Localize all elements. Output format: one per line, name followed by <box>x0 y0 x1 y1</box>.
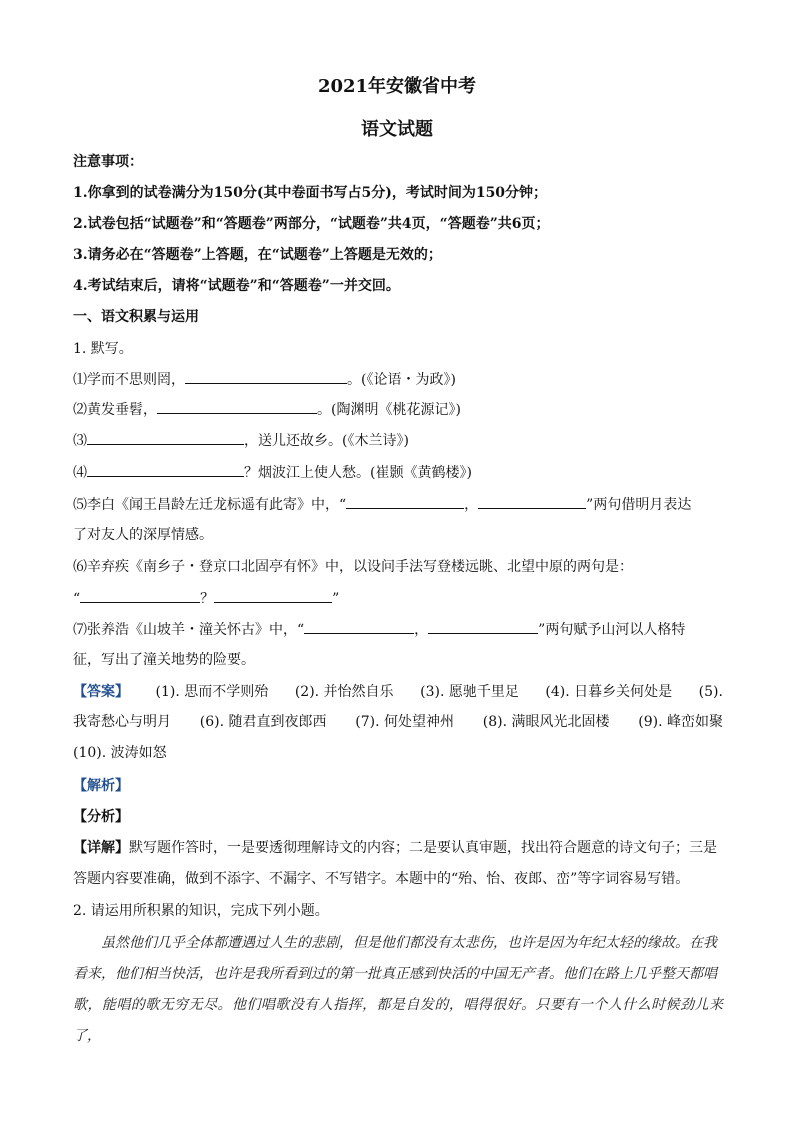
notes-heading: 注意事项： <box>73 154 143 170</box>
answer-item: (6). 随君直到夜郎西 <box>199 714 327 730</box>
fill-text: ⑶ <box>73 433 87 449</box>
fill-text: 。(陶渊明《桃花源记》) <box>317 402 461 418</box>
fill-text: ， <box>464 497 479 513</box>
detail-line <box>73 838 723 858</box>
passage-line: 看来，他们相当快活，也许是我所看到过的第一批真正感到快活的中国无产者。他们在路上几乎整天都唱 <box>73 966 717 982</box>
fill-text: “ <box>73 591 81 607</box>
blank <box>87 462 244 477</box>
answer-item: (7). 何处望神州 <box>355 714 454 730</box>
blank <box>214 588 332 603</box>
blank <box>478 494 586 509</box>
blank <box>346 494 464 509</box>
exam-subtitle: 语文试题 <box>361 119 433 140</box>
fill-item-7 <box>73 619 723 640</box>
fill-text: ， <box>414 622 429 638</box>
fill-text: ⑴学而不思则罔， <box>73 372 185 388</box>
answer-row-2 <box>73 712 723 732</box>
fill-text: ⑸李白《闻王昌龄左迁龙标遥有此寄》中，“ <box>73 497 347 513</box>
detail-text: 默写题作答时，一是要透彻理解诗文的内容；二是要认真审题，找出符合题意的诗文句子；三是 <box>129 840 717 856</box>
detail-line-cont: 答题内容要准确，做到不添字、不漏字、不写错字。本题中的“殆、怡、夜郎、峦”等字词容易写错。 <box>73 871 690 887</box>
fill-item-5-cont: 了对友人的深厚情感。 <box>73 527 213 543</box>
fill-text: ⑺张养浩《山坡羊・潼关怀古》中，“ <box>73 622 305 638</box>
fill-item-7-cont: 征，写出了潼关地势的险要。 <box>73 652 255 668</box>
note-item: 4.考试结束后，请将“试题卷”和“答题卷”一并交回。 <box>73 278 400 294</box>
fill-text: ？ <box>200 591 215 607</box>
note-item: 1.你拿到的试卷满分为150分(其中卷面书写占5分)，考试时间为150分钟； <box>73 185 548 201</box>
fill-item-1 <box>73 369 723 390</box>
fill-item-5 <box>73 494 723 515</box>
passage-line: 虽然他们几乎全体都遭遇过人生的悲剧，但是他们都没有太悲伤，也许是因为年纪太轻的缘故。在我 <box>101 935 717 951</box>
fill-text: ” <box>332 591 340 607</box>
reading-passage <box>73 928 723 1052</box>
section-heading: 一、语文积累与运用 <box>73 309 199 325</box>
fill-text: ”两句借明月表达 <box>586 497 692 513</box>
fill-item-6: ⑹辛弃疾《南乡子・登京口北固亭有怀》中，以设问手法写登楼远眺、北望中原的两句是： <box>73 559 633 575</box>
fenxi-label: 【分析】 <box>73 809 129 825</box>
fill-item-6-blanks <box>73 588 723 609</box>
exam-title: 2021年安徽省中考 <box>317 76 477 97</box>
answer-item: 我寄愁心与明月 <box>73 714 171 730</box>
question-stem: 2. 请运用所积累的知识，完成下列小题。 <box>73 903 329 919</box>
question-stem: 1. 默写。 <box>73 341 133 357</box>
blank <box>428 619 538 634</box>
answer-item: (9). 峰峦如聚 <box>638 714 723 730</box>
passage-line: 歌，能唱的歌无穷无尽。他们唱歌没有人指挥，都是自发的，唱得很好。只要有一个人什么时候劲儿来了， <box>73 997 723 1044</box>
note-item: 3.请务必在“答题卷”上答题，在“试题卷”上答题是无效的； <box>73 247 442 263</box>
fill-text: ，送儿还故乡。(《木兰诗》) <box>244 433 409 449</box>
fill-item-4 <box>73 462 723 483</box>
answer-item: (3). 愿驰千里足 <box>420 684 519 700</box>
fill-text: ？烟波江上使人愁。(崔颢《黄鹤楼》) <box>244 465 472 481</box>
answer-item: (5). <box>698 684 723 700</box>
analysis-label: 【解析】 <box>73 778 129 794</box>
fill-text: 。(《论语・为政》) <box>347 372 456 388</box>
note-item: 2.试卷包括“试题卷”和“答题卷”两部分，“试题卷”共4页，“答题卷”共6页； <box>73 216 550 232</box>
blank <box>304 619 414 634</box>
answer-row-3: (10). 波涛如怒 <box>73 745 167 761</box>
answer-item: (8). 满眼风光北固楼 <box>482 714 610 730</box>
fill-item-2 <box>73 399 723 420</box>
fill-text: ⑷ <box>73 465 87 481</box>
blank <box>80 588 200 603</box>
fill-text: ”两句赋予山河以人格特 <box>538 622 686 638</box>
answer-item: (1). 思而不学则殆 <box>155 684 269 700</box>
detail-label: 【详解】 <box>73 840 129 856</box>
answer-item: (2). 并怡然自乐 <box>294 684 394 700</box>
fill-text: ⑵黄发垂髫， <box>73 402 157 418</box>
fill-item-3 <box>73 430 723 451</box>
answer-row-1 <box>73 682 723 702</box>
blank <box>87 430 244 445</box>
answer-item: (4). 日暮乡关何处是 <box>545 684 673 700</box>
answer-label: 【答案】 <box>73 684 129 700</box>
blank <box>185 369 347 384</box>
blank <box>157 399 317 414</box>
